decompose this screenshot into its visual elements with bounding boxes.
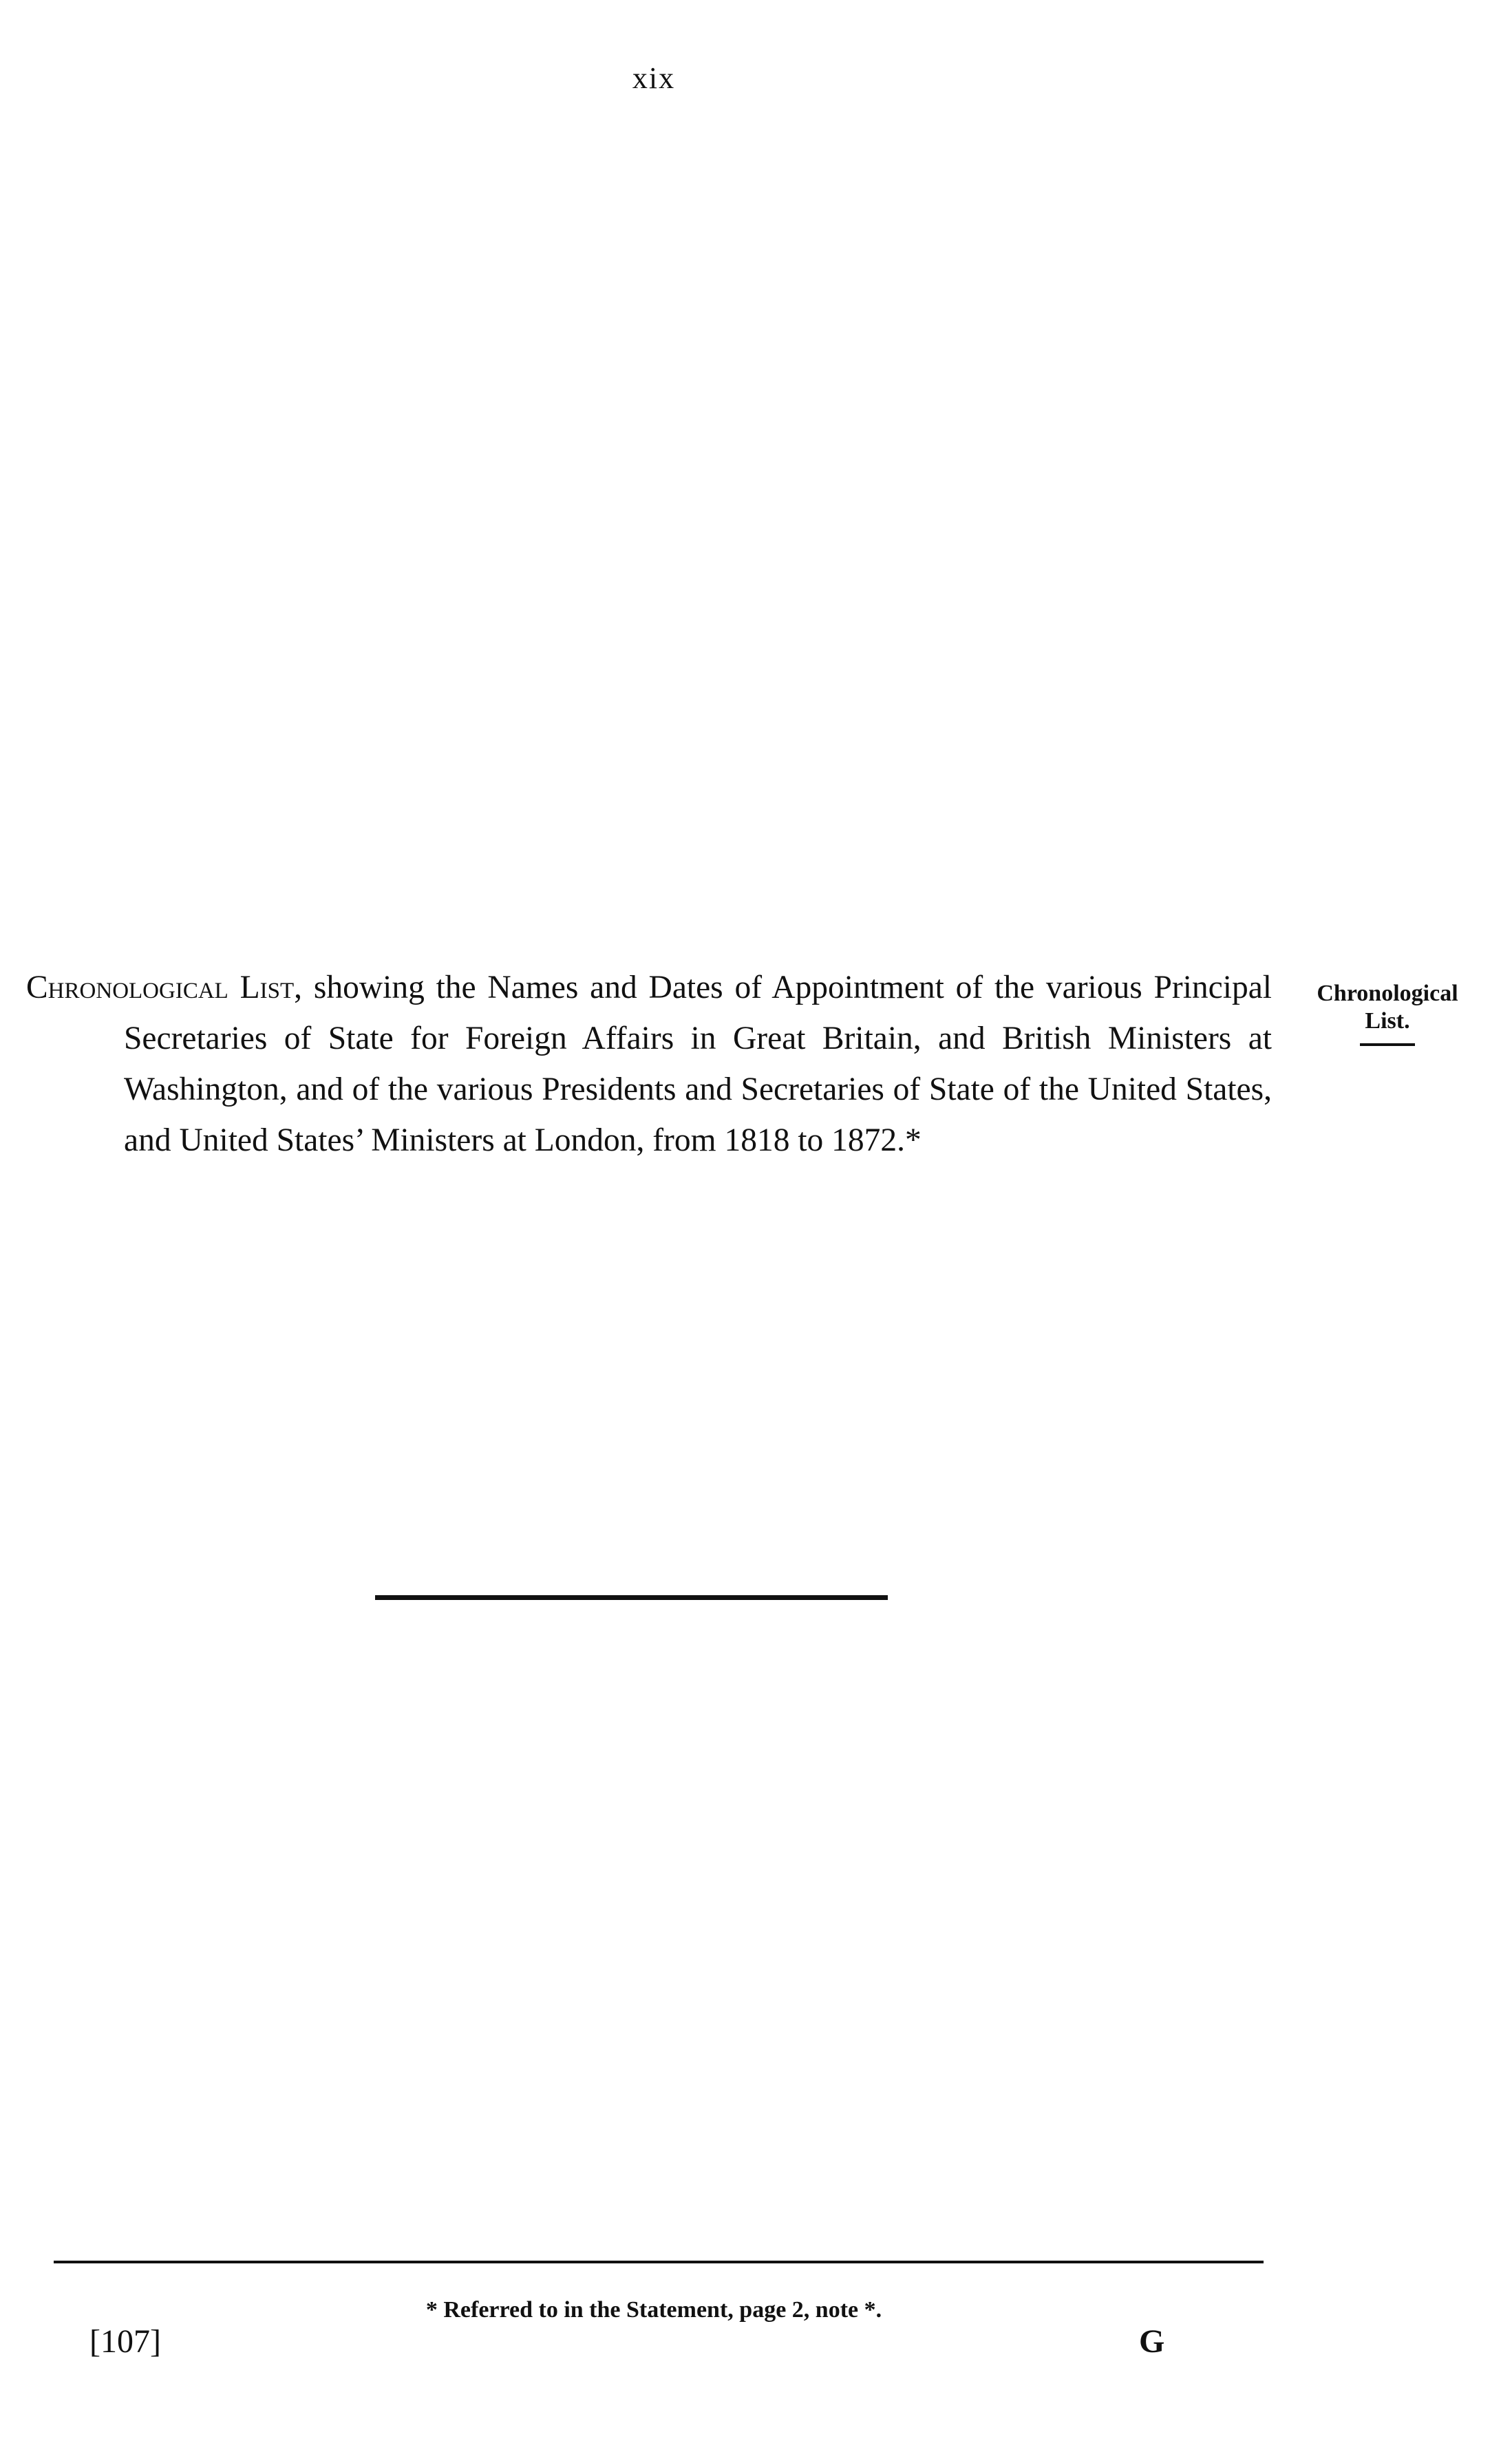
margin-note (1299, 980, 1476, 1046)
heading-text: , showing the Names and Dates of Appointment of the various Principal Secretaries of State for Foreign Affairs in Great Britain, and British Ministers at Washington, and of the various Presidents and Secretaries of State of the United States, and United States’ Ministers at London, from 1818 to 1872.* (124, 970, 1272, 1158)
margin-note-line-2: List. (1365, 1008, 1410, 1034)
heading-paragraph (26, 962, 1272, 1166)
page-number: xix (632, 61, 676, 95)
printer-signature-number: [107] (89, 2323, 161, 2360)
heading-small-caps-word-2: List (239, 970, 295, 1005)
printer-signature-letter: G (1139, 2323, 1165, 2360)
footnote-divider (54, 2261, 1264, 2263)
chronological-list-heading (26, 962, 1272, 1166)
section-divider (375, 1595, 888, 1600)
footnote: * Referred to in the Statement, page 2, note *. (425, 2297, 882, 2323)
margin-note-line-1: Chronological (1317, 981, 1458, 1006)
heading-small-caps-word-1: Chronological (26, 970, 228, 1005)
margin-note-underline (1360, 1043, 1415, 1046)
